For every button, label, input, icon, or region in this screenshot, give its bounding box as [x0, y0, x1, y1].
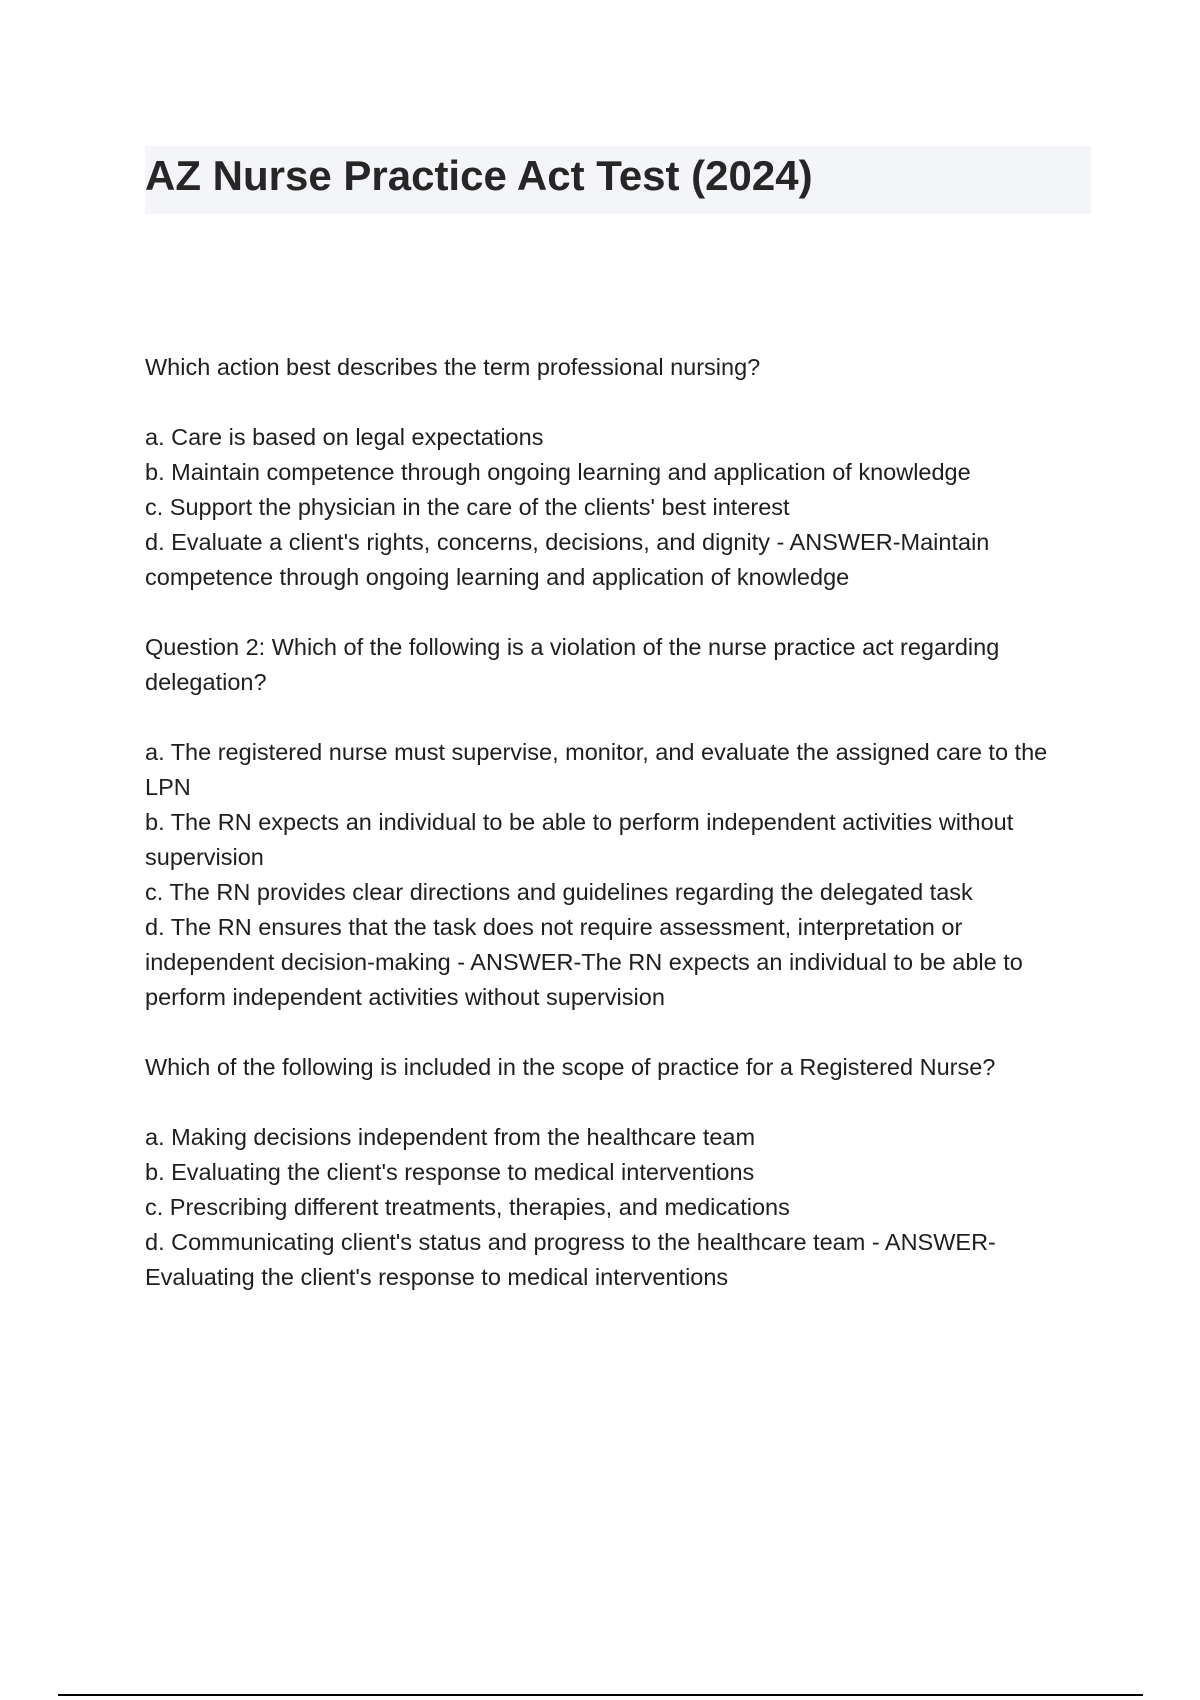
question-text: Question 2: Which of the following is a violation of the nurse practice act regarding delegation? — [145, 634, 1000, 695]
answer-marker: - ANSWER- — [769, 529, 901, 555]
answer-marker: - ANSWER- — [865, 1229, 996, 1255]
option-c: c. Support the physician in the care of the clients' best interest — [145, 494, 790, 520]
option-a: a. Making decisions independent from the healthcare team — [145, 1124, 756, 1150]
answer-text: Evaluating the client's response to medical interventions — [145, 1264, 729, 1290]
option-b: b. Maintain competence through ongoing learning and application of knowledge — [145, 459, 971, 485]
option-d-with-answer — [145, 910, 1095, 1015]
option-d-with-answer — [145, 525, 1095, 595]
option-list — [145, 420, 1095, 595]
option-d: d. Evaluate a client's rights, concerns, decisions, and dignity — [145, 529, 770, 555]
option-d: d. The RN ensures that the task does not require assessment, interpretation or independent decision-making — [145, 914, 963, 975]
option-b: b. The RN expects an individual to be able to perform independent activities without supervision — [145, 809, 1014, 870]
option-d: d. Communicating client's status and progress to the healthcare team — [145, 1229, 866, 1255]
option-a: a. The registered nurse must supervise, monitor, and evaluate the assigned care to the LPN — [145, 739, 1048, 800]
page-bottom-rule — [58, 1694, 1143, 1696]
answer-text: Maintain competence through ongoing learning and application of knowledge — [145, 529, 990, 590]
option-c: c. The RN provides clear directions and guidelines regarding the delegated task — [145, 879, 973, 905]
page-title: AZ Nurse Practice Act Test (2024) — [145, 152, 813, 199]
answer-text: The RN expects an individual to be able to perform independent activities without supervision — [145, 949, 1023, 1010]
option-a: a. Care is based on legal expectations — [145, 424, 544, 450]
question-list — [145, 350, 1095, 1330]
option-d-with-answer — [145, 1225, 1095, 1295]
question-block-2 — [145, 630, 1095, 1015]
option-c: c. Prescribing different treatments, therapies, and medications — [145, 1194, 790, 1220]
question-text: Which of the following is included in the scope of practice for a Registered Nurse? — [145, 1054, 996, 1080]
answer-marker: - ANSWER- — [450, 949, 582, 975]
question-text: Which action best describes the term professional nursing? — [145, 354, 761, 380]
question-block-1 — [145, 350, 1095, 595]
option-list — [145, 735, 1095, 1015]
option-list — [145, 1120, 1095, 1295]
option-b: b. Evaluating the client's response to medical interventions — [145, 1159, 755, 1185]
question-block-3 — [145, 1050, 1095, 1295]
